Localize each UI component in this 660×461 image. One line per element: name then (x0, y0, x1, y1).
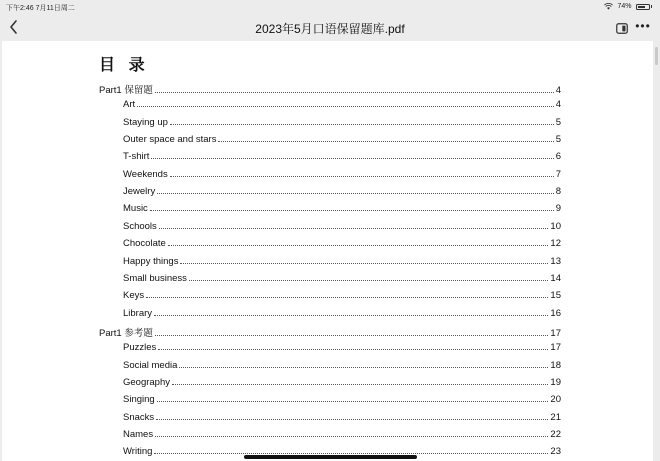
toc-page-number: 15 (550, 290, 561, 302)
toc-page-number: 14 (550, 272, 561, 284)
nav-bar (0, 13, 660, 41)
toc-dot-leader (137, 106, 554, 107)
toc-entry-row[interactable] (123, 186, 561, 198)
toc-entry-row[interactable] (123, 151, 561, 163)
toc-entry-label: Part1 保留题 (99, 85, 153, 96)
toc-entry-row[interactable] (123, 134, 561, 146)
toc-page-number: 9 (555, 203, 561, 215)
toc-dot-leader (189, 280, 549, 281)
toc-entry-label: Weekends (123, 168, 168, 180)
toc-section-row[interactable] (99, 82, 561, 94)
toc-dot-leader (146, 297, 548, 298)
toc-entry-row[interactable] (123, 394, 561, 406)
toc-dot-leader (154, 315, 548, 316)
toc-page-number: 20 (550, 394, 561, 406)
battery-percent: 74% (617, 3, 632, 10)
toc-entry-row[interactable] (123, 117, 561, 129)
toc-entry-row[interactable] (123, 377, 561, 389)
toc-entry-row[interactable] (123, 99, 561, 111)
home-indicator[interactable] (244, 455, 417, 459)
toc-entry-row[interactable] (123, 238, 561, 250)
toc-entry-label: Art (123, 99, 136, 111)
toc-dot-leader (179, 367, 548, 368)
toc-entry-row[interactable] (123, 342, 561, 354)
toc-dot-leader (158, 349, 548, 350)
toc-entry-label: Geography (123, 376, 171, 388)
document-title: 2023年5月口语保留题库.pdf (255, 22, 405, 36)
toc-dot-leader (150, 210, 554, 211)
toc-page-number: 22 (550, 429, 561, 440)
toc-page-number: 17 (550, 327, 561, 339)
toc-entry-row[interactable] (123, 256, 561, 268)
toc-dot-leader (156, 419, 548, 420)
toc-entry-label: Schools (123, 220, 157, 232)
sidebar-icon (616, 23, 628, 34)
battery-fill (638, 6, 645, 8)
toc-dot-leader (157, 193, 554, 194)
toc-page-number: 4 (555, 99, 561, 111)
toc-entry-row[interactable] (123, 290, 561, 302)
toc-dot-leader (170, 124, 554, 125)
toc-dot-leader (218, 141, 553, 142)
toc-dot-leader (170, 176, 554, 177)
status-indicators (604, 3, 652, 10)
toc-entry-label: Happy things (123, 255, 179, 267)
toc-entry-label: Writing (123, 446, 153, 458)
toc-page-number: 17 (550, 342, 561, 354)
battery-cap (651, 5, 653, 8)
toc-page-number: 4 (555, 85, 561, 96)
toc-entry-row[interactable] (123, 308, 561, 320)
toc-entry-label: Small business (123, 272, 187, 284)
toc-entry-label: Part1 参考题 (99, 327, 153, 339)
toc-entry-label: Social media (123, 359, 178, 371)
toc-entry-label: Jewelry (123, 186, 156, 198)
ellipsis-icon: ••• (635, 19, 651, 33)
toc-page-number: 16 (550, 307, 561, 319)
toc-heading: 目 录 (99, 55, 149, 74)
toc-page-number: 8 (555, 186, 561, 198)
toc-page-number: 18 (550, 359, 561, 371)
toc-dot-leader (155, 436, 548, 437)
toc-dot-leader (157, 401, 549, 402)
toc-entry-row[interactable] (123, 203, 561, 215)
toc-dot-leader (155, 335, 549, 336)
toc-dot-leader (172, 384, 548, 385)
sidebar-toggle-button[interactable] (616, 21, 628, 32)
toc-entry-row[interactable] (123, 412, 561, 424)
toc-section-row[interactable] (99, 325, 561, 337)
toc-dot-leader (155, 92, 554, 93)
toc-entry-label: Names (123, 429, 154, 440)
toc-entry-label: Puzzles (123, 342, 157, 354)
toc-dot-leader (180, 263, 548, 264)
toc-entry-label: Music (123, 203, 148, 215)
toc-page-number: 12 (550, 238, 561, 250)
toc-page-number: 10 (550, 220, 561, 232)
toc-entry-label: Staying up (123, 116, 168, 128)
toc-page-number: 23 (550, 446, 561, 458)
toc-page-number: 5 (555, 116, 561, 128)
pdf-page[interactable] (2, 41, 653, 461)
toc-entry-label: Library (123, 307, 153, 319)
toc-page-number: 5 (555, 134, 561, 146)
toc-entry-label: Singing (123, 394, 155, 406)
toc-entry-label: Outer space and stars (123, 134, 217, 146)
toc-page-number: 7 (555, 168, 561, 180)
status-time-date: 下午2:46 7月11日周二 (6, 5, 75, 12)
more-options-button[interactable] (634, 19, 652, 33)
toc-entry-row[interactable] (123, 360, 561, 372)
toc-entry-label: Chocolate (123, 238, 166, 250)
toc-dot-leader (168, 245, 549, 246)
toc-dot-leader (151, 158, 553, 159)
toc-page-number: 19 (550, 376, 561, 388)
toc-page-number: 6 (555, 151, 561, 163)
status-bar (0, 0, 660, 13)
toc-page-number: 13 (550, 255, 561, 267)
battery-icon (636, 4, 650, 10)
toc-entry-row[interactable] (123, 273, 561, 285)
toc-entry-label: Snacks (123, 411, 155, 423)
scrollbar-thumb[interactable] (655, 47, 658, 65)
toc-dot-leader (159, 228, 549, 229)
toc-entry-row[interactable] (123, 429, 561, 441)
wifi-icon (604, 3, 613, 10)
toc-entry-row[interactable] (123, 169, 561, 181)
toc-entry-label: T-shirt (123, 151, 150, 163)
toc-page-number: 21 (550, 411, 561, 423)
toc-entry-label: Keys (123, 290, 145, 302)
toc-entry-row[interactable] (123, 221, 561, 233)
